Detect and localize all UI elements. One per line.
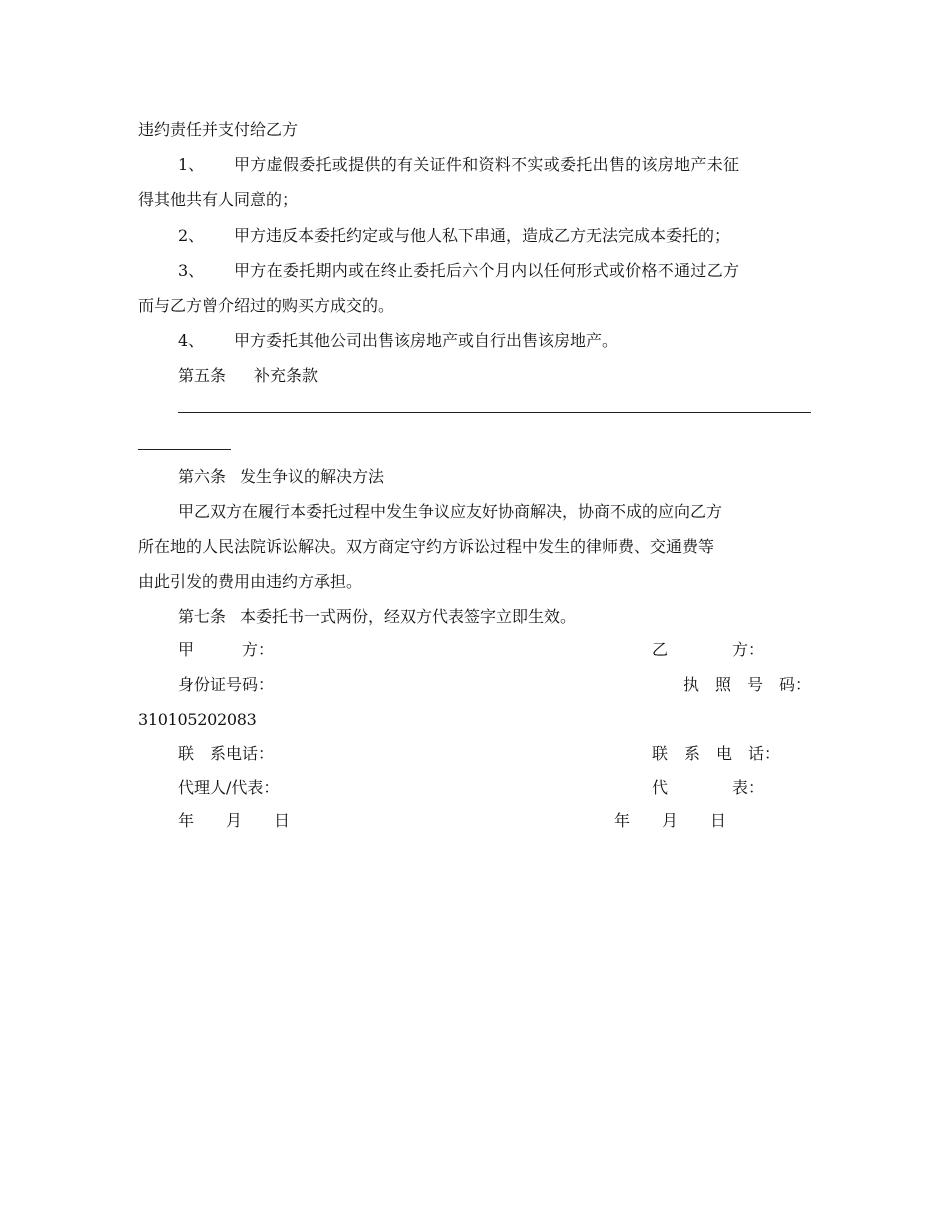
agent-label: 代理人/代表： <box>178 778 280 797</box>
date-party-b: 年 月 日 <box>614 811 727 830</box>
article-7-text: 本委托书一式两份，经双方代表签字立即生效。 <box>240 607 577 626</box>
clause-item-4-text: 甲方委托其他公司出售该房地产或自行出售该房地产。 <box>234 331 619 350</box>
clause-item-4-number: 4、 <box>178 331 205 350</box>
clause-item-1-text: 甲方虚假委托或提供的有关证件和资料不实或委托出售的该房地产未征 <box>234 155 740 174</box>
article-6-paragraph-line-3: 由此引发的费用由违约方承担。 <box>138 572 363 591</box>
blank-fill-line <box>178 412 811 413</box>
party-b-label: 乙 方： <box>652 640 765 659</box>
phone-b-label: 联 系 电 话： <box>652 744 781 763</box>
article-6-title: 发生争议的解决方法 <box>240 467 385 486</box>
article-6-label: 第六条 <box>178 467 227 486</box>
article-5-label: 第五条 <box>178 366 227 385</box>
article-7-label: 第七条 <box>178 607 227 626</box>
article-5-title: 补充条款 <box>254 366 319 385</box>
clause-item-4 <box>178 331 618 351</box>
license-number-label: 执 照 号 码： <box>683 675 812 694</box>
date-party-a: 年 月 日 <box>178 811 291 830</box>
clause-item-2 <box>178 226 730 246</box>
clause-item-3-text: 甲方在委托期内或在终止委托后六个月内以任何形式或价格不通过乙方 <box>234 261 740 280</box>
article-6-paragraph-line-2: 所在地的人民法院诉讼解决。双方商定守约方诉讼过程中发生的律师费、交通费等 <box>138 537 715 556</box>
clause-item-1-number: 1、 <box>178 155 205 174</box>
clause-item-1 <box>178 155 811 175</box>
article-6-heading <box>178 467 384 487</box>
article-7 <box>178 607 576 627</box>
article-5-heading <box>178 366 318 386</box>
party-a-label: 甲 方： <box>178 640 275 659</box>
clause-item-2-text: 甲方违反本委托约定或与他人私下串通，造成乙方无法完成本委托的； <box>234 226 731 245</box>
clause-item-1-continuation: 得其他共有人同意的； <box>138 190 299 209</box>
id-number-label: 身份证号码： <box>178 675 275 694</box>
clause-item-3 <box>178 261 739 281</box>
clause-item-2-number: 2、 <box>178 226 205 245</box>
license-number-value: 310105202083 <box>138 710 257 729</box>
phone-a-label: 联 系电话： <box>178 744 275 763</box>
representative-label: 代 表： <box>652 778 765 797</box>
clause-item-3-continuation: 而与乙方曾介绍过的购买方成交的。 <box>138 296 395 315</box>
blank-fill-line-continuation <box>138 449 231 450</box>
text-line-breach-liability: 违约责任并支付给乙方 <box>138 120 299 139</box>
clause-item-3-number: 3、 <box>178 261 205 280</box>
article-6-paragraph-line-1: 甲乙双方在履行本委托过程中发生争议应友好协商解决，协商不成的应向乙方 <box>178 502 723 521</box>
